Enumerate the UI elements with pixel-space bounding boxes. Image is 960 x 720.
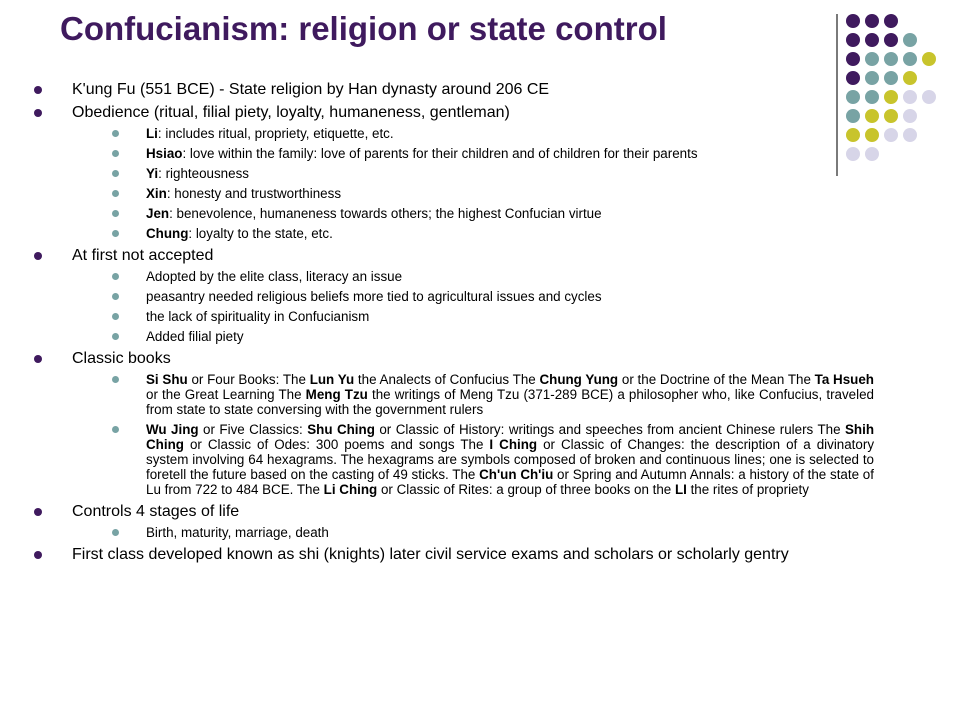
text-run: the Analects of Confucius The — [354, 372, 540, 387]
sub-bullet-item — [72, 166, 874, 181]
sub-bullet-dot-icon — [112, 273, 119, 280]
bullet-text: Controls 4 stages of life — [72, 503, 240, 520]
decorative-dot — [922, 90, 936, 104]
text-run: : includes ritual, propriety, etiquette, etc. — [157, 126, 394, 141]
decorative-dot — [884, 14, 898, 28]
text-run: the lack of spirituality in Confucianism — [146, 309, 370, 324]
sub-bullet-item — [72, 269, 874, 284]
bullet-list — [34, 80, 874, 565]
decorative-dot — [903, 128, 917, 142]
decorative-dot — [903, 52, 917, 66]
sub-bullet-item — [72, 372, 874, 417]
bullet-text: At first not accepted — [72, 247, 214, 264]
text-run: the writings of Meng Tzu (371-289 BCE) a philosopher who, like Confucius, traveled from state to state conversing with the government rulers — [146, 387, 874, 417]
decorative-dot — [884, 90, 898, 104]
text-run: Adopted by the elite class, literacy an issue — [146, 269, 403, 284]
text-run: or Four Books: The — [187, 372, 310, 387]
decorative-dot — [903, 33, 917, 47]
sub-bullet-item — [72, 422, 874, 497]
sub-bullet-list — [72, 126, 874, 241]
bullet-item — [34, 103, 874, 241]
bullet-dot-icon — [34, 109, 42, 117]
decorative-dot — [884, 52, 898, 66]
bold-term: Chung Yung — [539, 372, 619, 387]
sub-bullet-item — [72, 289, 874, 304]
bullet-text: Obedience (ritual, filial piety, loyalty, humaneness, gentleman) — [72, 104, 510, 121]
bullet-item — [34, 502, 874, 540]
sub-bullet-dot-icon — [112, 210, 119, 217]
decorative-dot — [903, 109, 917, 123]
sub-bullet-item — [72, 206, 874, 221]
decorative-dot — [903, 71, 917, 85]
sub-bullet-item — [72, 309, 874, 324]
bullet-dot-icon — [34, 86, 42, 94]
decorative-dot — [846, 33, 860, 47]
sub-bullet-item — [72, 186, 874, 201]
bold-term: Ch'un Ch'iu — [479, 467, 554, 482]
text-run: or the Great Learning The — [146, 387, 306, 402]
text-run: or Five Classics: — [198, 422, 308, 437]
bold-term: Shu Ching — [307, 422, 375, 437]
text-run: : benevolence, humaneness towards others; the highest Confucian virtue — [169, 206, 602, 221]
sub-bullet-list — [72, 525, 874, 540]
bullet-item — [34, 349, 874, 497]
text-run: : righteousness — [158, 166, 249, 181]
bold-term: Yi — [146, 166, 159, 181]
bullet-text: Classic books — [72, 350, 171, 367]
sub-bullet-dot-icon — [112, 150, 119, 157]
text-run: : honesty and trustworthiness — [166, 186, 342, 201]
bold-term: Li Ching — [323, 482, 378, 497]
bullet-dot-icon — [34, 252, 42, 260]
decorative-dot — [865, 14, 879, 28]
text-run: or Spring and Autumn Annals: a history of the state of Lu from 722 to 484 BCE. The — [146, 467, 874, 497]
bold-term: Xin — [146, 186, 167, 201]
sub-bullet-dot-icon — [112, 529, 119, 536]
sub-bullet-dot-icon — [112, 130, 119, 137]
text-run: peasantry needed religious beliefs more tied to agricultural issues and cycles — [146, 289, 602, 304]
decorative-dot — [884, 128, 898, 142]
bold-term: Jen — [146, 206, 170, 221]
sub-bullet-item — [72, 146, 874, 161]
bold-term: Hsiao — [146, 146, 183, 161]
text-run: or the Doctrine of the Mean The — [618, 372, 815, 387]
text-run: or Classic of Odes: 300 poems and songs The — [183, 437, 490, 452]
sub-bullet-dot-icon — [112, 426, 119, 433]
bold-term: Chung — [146, 226, 189, 241]
bold-term: Lun Yu — [309, 372, 355, 387]
sub-bullet-item — [72, 126, 874, 141]
bold-term: I Ching — [489, 437, 538, 452]
text-run: : loyalty to the state, etc. — [188, 226, 333, 241]
decorative-dot — [846, 14, 860, 28]
sub-bullet-dot-icon — [112, 170, 119, 177]
text-run: or Classic of History: writings and speeches from ancient Chinese rulers The — [374, 422, 845, 437]
text-run: : love within the family: love of parents for their children and of children for their parents — [182, 146, 698, 161]
sub-bullet-dot-icon — [112, 190, 119, 197]
text-run: Birth, maturity, marriage, death — [146, 525, 329, 540]
decorative-dot — [884, 33, 898, 47]
bold-term: Shih Ching — [146, 422, 874, 452]
bullet-dot-icon — [34, 551, 42, 559]
text-run: the rites of propriety — [686, 482, 809, 497]
bold-term: Ta Hsueh — [814, 372, 874, 387]
decorative-dot — [865, 33, 879, 47]
text-run: or Classic of Changes: the description of a divinatory system involving 64 hexagrams. The hexagrams are symbols composed of broken and continuous lines; one is selected to foretell the future based on the casting of 49 sticks. The — [146, 437, 875, 482]
decorative-dot — [922, 52, 936, 66]
bold-term: Meng Tzu — [305, 387, 368, 402]
sub-bullet-item — [72, 226, 874, 241]
sub-bullet-list — [72, 269, 874, 344]
bold-term: LI — [674, 482, 687, 497]
bullet-dot-icon — [34, 355, 42, 363]
sub-bullet-dot-icon — [112, 230, 119, 237]
decorative-dot — [884, 109, 898, 123]
bold-term: Li — [146, 126, 158, 141]
sub-bullet-dot-icon — [112, 293, 119, 300]
sub-bullet-dot-icon — [112, 313, 119, 320]
sub-bullet-item — [72, 329, 874, 344]
slide-content — [34, 80, 874, 568]
bullet-item — [34, 246, 874, 344]
decorative-dot — [846, 52, 860, 66]
decorative-dot — [865, 52, 879, 66]
text-run: Added filial piety — [146, 329, 244, 344]
slide-title: Confucianism: religion or state control — [60, 10, 667, 47]
bold-term: Wu Jing — [146, 422, 199, 437]
bullet-text: K'ung Fu (551 BCE) - State religion by Han dynasty around 206 CE — [72, 81, 550, 98]
decorative-dot — [903, 90, 917, 104]
bullet-item — [34, 545, 874, 565]
bold-term: Si Shu — [146, 372, 188, 387]
text-run: or Classic of Rites: a group of three books on the — [377, 482, 675, 497]
bullet-item — [34, 80, 874, 100]
sub-bullet-list — [72, 372, 874, 497]
sub-bullet-item — [72, 525, 874, 540]
sub-bullet-dot-icon — [112, 376, 119, 383]
sub-bullet-dot-icon — [112, 333, 119, 340]
bullet-dot-icon — [34, 508, 42, 516]
bullet-text: First class developed known as shi (knights) later civil service exams and scholars or scholarly gentry — [72, 546, 789, 563]
decorative-dot — [884, 71, 898, 85]
